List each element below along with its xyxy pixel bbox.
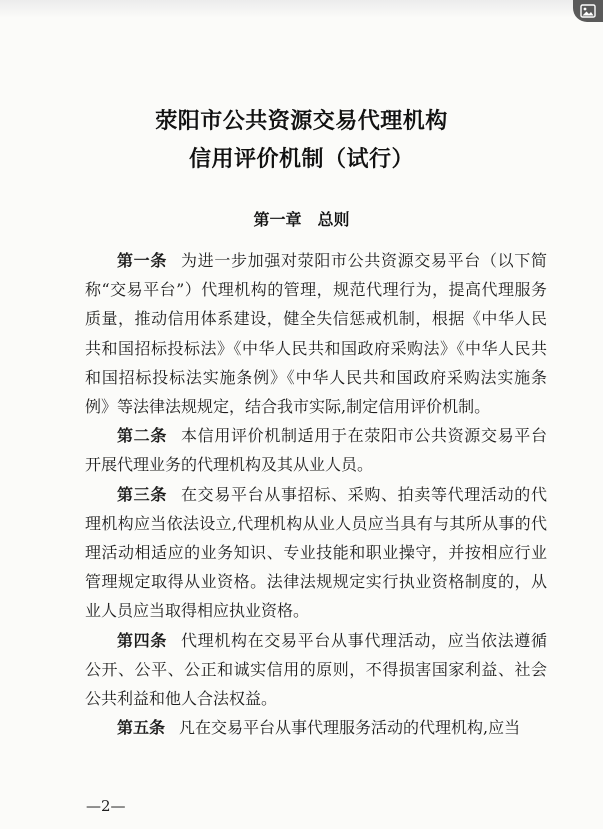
article-number: 第五条 — [117, 718, 166, 738]
page-number: —2— — [86, 797, 126, 815]
image-icon-glyph — [580, 4, 596, 18]
document-title-line2: 信用评价机制（试行） — [188, 146, 414, 172]
article-text: 在交易平台从事招标、采购、拍卖等代理活动的代理机构应当依法设立,代理机构从业人员应当具有与其所从事的代理活动相适应的业务知识、专业技能和职业操守，并按相应行业管理规定取得从业资格。法律法规规定实行执业资格制度的，从业人员应当取得相应执业资格。 — [85, 484, 547, 621]
article-5 — [85, 713, 547, 742]
article-text: 为进一步加强对荥阳市公共资源交易平台（以下简称“交易平台”）代理机构的管理，规范代理行为，提高代理服务质量，推动信用体系建设，健全失信惩戒机制，根据《中华人民共和国招标投标法》《中华人民共和国政府采购法》《中华人民共和国招标投标法实施条例》《中华人民共和国政府采购法实施条例》等法律法规规定，结合我市实际,制定信用评价机制。 — [85, 251, 547, 417]
article-text: 本信用评价机制适用于在荥阳市公共资源交易平台开展代理业务的代理机构及其从业人员。 — [85, 426, 547, 475]
article-number: 第四条 — [117, 630, 167, 650]
chapter-heading: 第一章 总则 — [253, 210, 350, 229]
document-body — [85, 246, 547, 742]
article-text: 代理机构在交易平台从事代理活动，应当依法遵循公开、公平、公正和诚实信用的原则，不得损害国家利益、社会公共利益和他人合法权益。 — [85, 630, 547, 709]
document-title-line1: 荥阳市公共资源交易代理机构 — [155, 108, 448, 134]
article-1 — [85, 246, 547, 421]
article-2 — [85, 421, 547, 479]
article-4 — [85, 626, 547, 714]
image-icon[interactable] — [573, 0, 603, 22]
article-number: 第三条 — [117, 484, 167, 504]
article-number: 第二条 — [117, 426, 167, 446]
article-number: 第一条 — [117, 251, 167, 270]
article-text: 凡在交易平台从事代理服务活动的代理机构,应当 — [179, 718, 521, 738]
article-3 — [85, 480, 547, 626]
